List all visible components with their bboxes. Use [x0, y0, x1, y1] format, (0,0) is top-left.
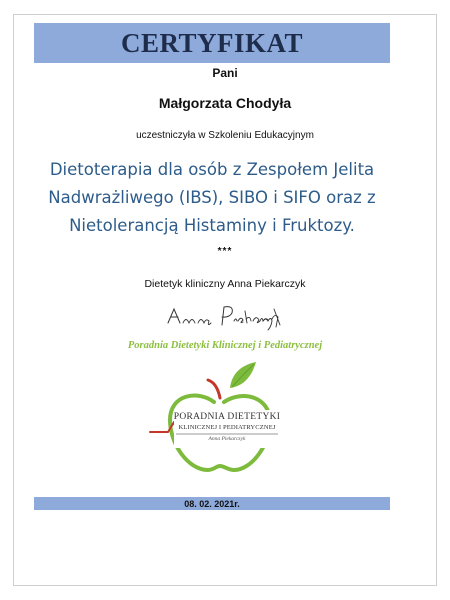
- certificate-date: 08. 02. 2021r.: [184, 498, 240, 509]
- certificate-title: CERTYFIKAT: [120, 27, 304, 58]
- course-title: [24, 156, 400, 240]
- logo-line-1: PORADNIA DIETETYKI: [173, 412, 281, 422]
- course-title-line: Nadwrażliwego (IBS), SIBO i SIFO oraz z: [48, 188, 376, 207]
- course-title-line: Nietolerancją Histaminy i Fruktozy.: [69, 216, 355, 235]
- salutation: Pani: [212, 66, 238, 80]
- course-title-line: Dietoterapia dla osób z Zespołem Jelita: [49, 160, 375, 179]
- recipient-name: Małgorzata Chodyła: [158, 95, 292, 111]
- separator: ***: [217, 246, 233, 257]
- handwritten-signature: [150, 297, 290, 333]
- title-band: [34, 23, 390, 63]
- clinic-name: Poradnia Dietetyki Klinicznej i Pediatrycznej: [127, 340, 323, 351]
- logo-line-3: Anna Piekarczyk: [208, 436, 246, 442]
- participation-text: uczestniczyła w Szkoleniu Edukacyjnym: [136, 130, 314, 141]
- signer-name: Dietetyk kliniczny Anna Piekarczyk: [144, 278, 306, 290]
- date-band: [34, 497, 390, 510]
- logo-line-2: KLINICZNEJ I PEDIATRYCZNEJ: [178, 424, 276, 431]
